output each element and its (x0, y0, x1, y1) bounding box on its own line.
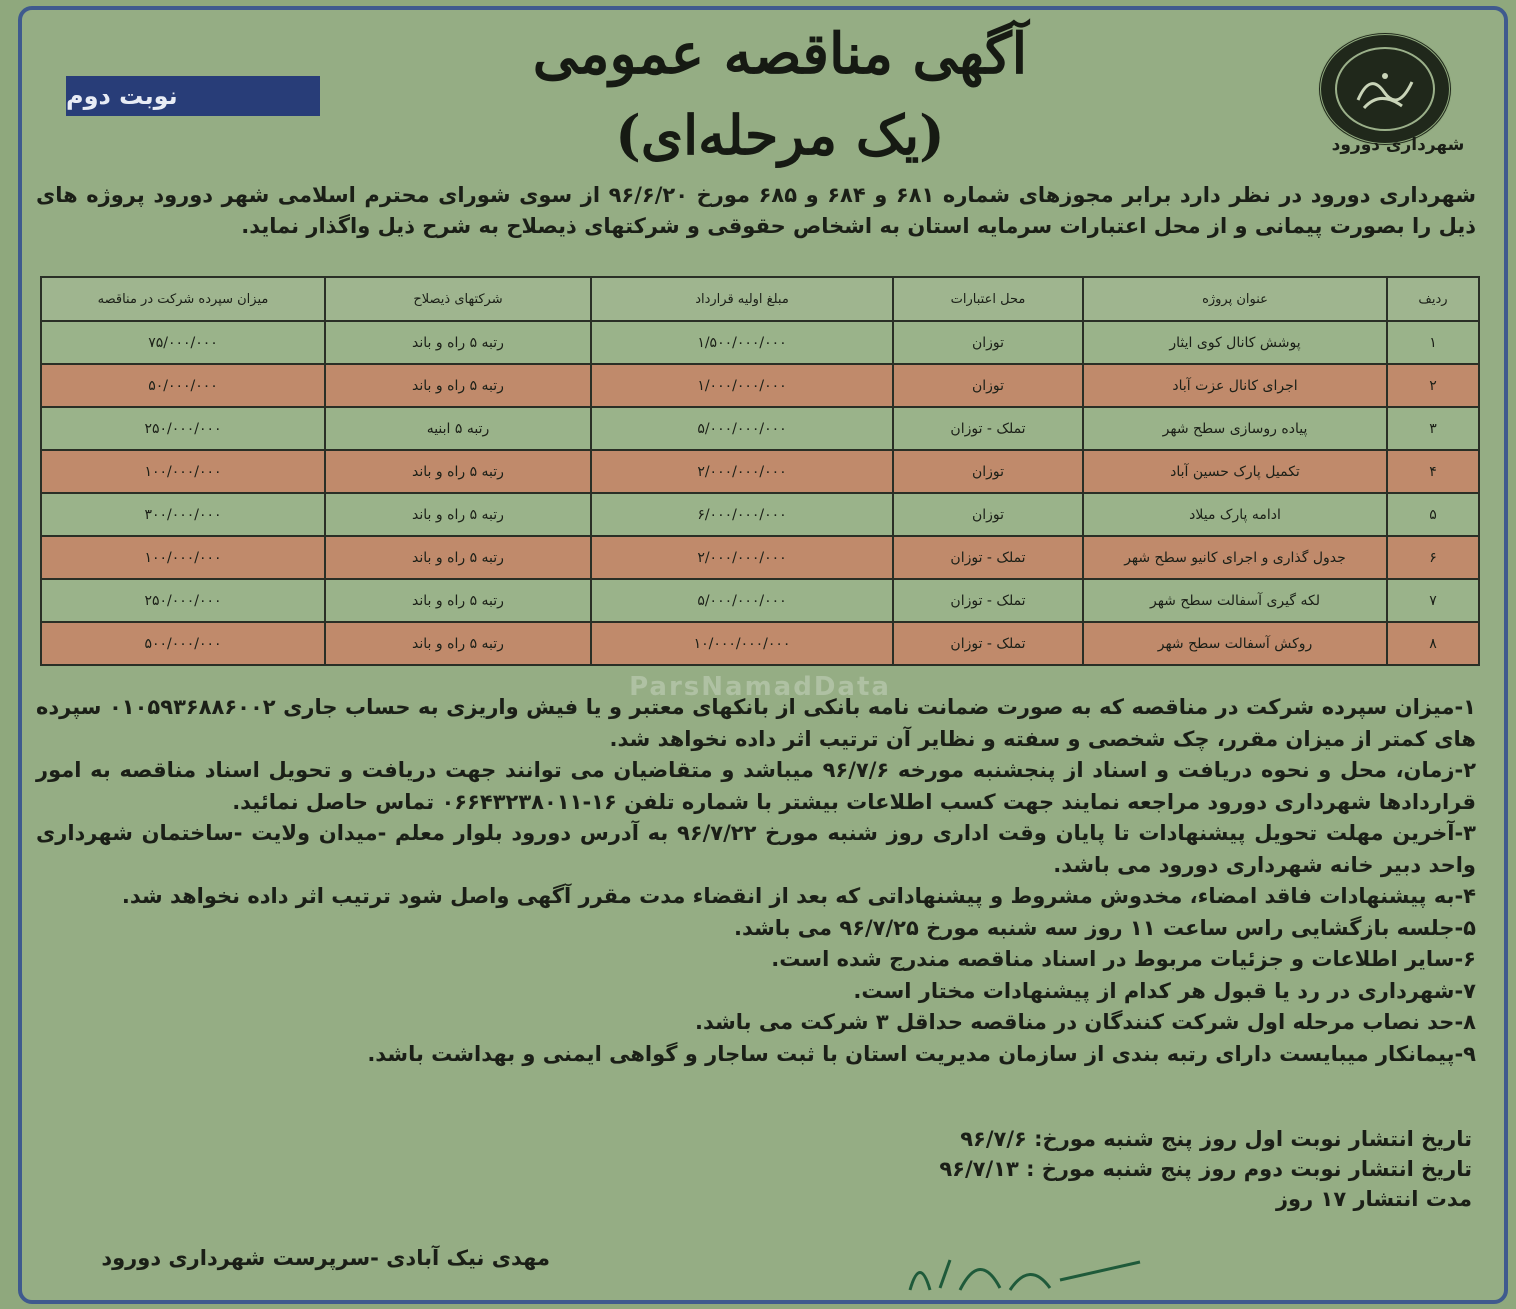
cell-initial-amount: ۱/۵۰۰/۰۰۰/۰۰۰ (591, 321, 893, 364)
cell-row-number: ۴ (1387, 450, 1479, 493)
cell-row-number: ۵ (1387, 493, 1479, 536)
cell-project-title: روکش آسفالت سطح شهر (1083, 622, 1387, 665)
table-row (41, 579, 1479, 622)
condition-item: ۴-به پیشنهادات فاقد امضاء، مخدوش مشروط و پیشنهاداتی که بعد از انقضاء مدت مقرر آگهی واصل شود ترتیب اثر داده نخواهد شد. (121, 884, 1476, 908)
table-row (41, 450, 1479, 493)
handwritten-scribble-icon (900, 1250, 1160, 1300)
page-title: آگهی مناقصه عمومی (532, 21, 1028, 87)
projects-table (40, 276, 1480, 666)
cell-deposit-amount: ۱۰۰/۰۰۰/۰۰۰ (41, 536, 325, 579)
header-row-number: ردیف (1387, 277, 1479, 321)
cell-funding-source: توزان (893, 450, 1083, 493)
cell-initial-amount: ۱۰/۰۰۰/۰۰۰/۰۰۰ (591, 622, 893, 665)
condition-item: ۷-شهرداری در رد یا قبول هر کدام از پیشنهادات مختار است. (853, 978, 1476, 1003)
cell-row-number: ۸ (1387, 622, 1479, 665)
cell-project-title: لکه گیری آسفالت سطح شهر (1083, 579, 1387, 622)
table-row (41, 321, 1479, 364)
cell-funding-source: تملک - توزان (893, 407, 1083, 450)
header-funding-source: محل اعتبارات (893, 277, 1083, 321)
cell-row-number: ۶ (1387, 536, 1479, 579)
cell-project-title: اجرای کانال عزت آباد (1083, 364, 1387, 407)
cell-initial-amount: ۲/۰۰۰/۰۰۰/۰۰۰ (591, 536, 893, 579)
cell-qualified-companies: رتبه ۵ راه و باند (325, 364, 591, 407)
table-row (41, 622, 1479, 665)
cell-qualified-companies: رتبه ۵ راه و باند (325, 579, 591, 622)
cell-deposit-amount: ۳۰۰/۰۰۰/۰۰۰ (41, 493, 325, 536)
table-row (41, 407, 1479, 450)
condition-item: ۳-آخرین مهلت تحویل پیشنهادات تا پایان وقت اداری روز شنبه مورخ ۹۶/۷/۲۲ به آدرس دورود بلوار معلم -میدان ولایت -ساختمان شهرداری واحد دبیر خانه شهرداری دورود می باشد. (36, 821, 1476, 877)
intro-paragraph: شهرداری دورود در نظر دارد برابر مجوزهای شماره ۶۸۱ و ۶۸۴ و ۶۸۵ مورخ ۹۶/۶/۲۰ از سوی شورای محترم اسلامی شهر دورود پروژه های ذیل را بصورت پیمانی و از محل اعتبارات سرمایه استان به اشخاص حقوقی و شرکتهای ذیصلاح به شرح ذیل واگذار نماید. (36, 183, 1476, 238)
cell-initial-amount: ۵/۰۰۰/۰۰۰/۰۰۰ (591, 579, 893, 622)
cell-funding-source: توزان (893, 364, 1083, 407)
cell-project-title: تکمیل پارک حسین آباد (1083, 450, 1387, 493)
condition-item: ۹-پیمانکار میبایست دارای رتبه بندی از سازمان مدیریت استان با ثبت ساجار و گواهی ایمنی و بهداشت باشد. (367, 1041, 1476, 1066)
condition-item: ۲-زمان، محل و نحوه دریافت و اسناد از پنجشنبه مورخه ۹۶/۷/۶ میباشد و متقاضیان می توانند جهت دریافت و تحویل اسناد مناقصه به امور قراردادها شهرداری دورود مراجعه نمایند جهت کسب اطلاعات بیشتر با شماره تلفن ۱۶-۰۶۶۴۳۲۳۸۰۱۱ تماس حاصل نمائید. (36, 758, 1477, 814)
table-row (41, 536, 1479, 579)
cell-funding-source: تملک - توزان (893, 536, 1083, 579)
first-publication-date: تاریخ انتشار نوبت اول روز پنج شنبه مورخ: ۹۶/۷/۶ (960, 1127, 1472, 1151)
cell-row-number: ۷ (1387, 579, 1479, 622)
header-project-title: عنوان پروژه (1083, 277, 1387, 321)
watermark: ParsNamadData (629, 672, 891, 702)
municipality-logo-seal (1318, 32, 1452, 146)
cell-project-title: ادامه پارک میلاد (1083, 493, 1387, 536)
conditions-list (36, 692, 1476, 1070)
table-row (41, 364, 1479, 407)
second-publication-date: تاریخ انتشار نوبت دوم روز پنج شنبه مورخ : ۹۶/۷/۱۳ (939, 1157, 1472, 1181)
condition-item: ۸-حد نصاب مرحله اول شرکت کنندگان در مناقصه حداقل ۳ شرکت می باشد. (695, 1010, 1476, 1034)
page-subtitle: (یک مرحله‌ای) (615, 103, 945, 167)
logo-inner-ring (1335, 47, 1435, 131)
cell-qualified-companies: رتبه ۵ راه و باند (325, 536, 591, 579)
cell-qualified-companies: رتبه ۵ راه و باند (325, 450, 591, 493)
cell-row-number: ۲ (1387, 364, 1479, 407)
cell-funding-source: تملک - توزان (893, 579, 1083, 622)
publication-round-badge: نوبت دوم (66, 76, 320, 116)
header-deposit-amount: میزان سپرده شرکت در مناقصه (41, 277, 325, 321)
cell-qualified-companies: رتبه ۵ ابنیه (325, 407, 591, 450)
condition-item: ۶-سایر اطلاعات و جزئیات مربوط در اسناد مناقصه مندرج شده است. (771, 947, 1476, 971)
condition-item: ۵-جلسه بازگشایی راس ساعت ۱۱ روز سه شنبه مورخ ۹۶/۷/۲۵ می باشد. (733, 915, 1476, 940)
header-qualified-companies: شرکتهای ذیصلاح (325, 277, 591, 321)
cell-deposit-amount: ۱۰۰/۰۰۰/۰۰۰ (41, 450, 325, 493)
cell-deposit-amount: ۲۵۰/۰۰۰/۰۰۰ (41, 579, 325, 622)
condition-item: ۱-میزان سپرده شرکت در مناقصه که به صورت ضمانت نامه بانکی از بانکهای معتبر و یا فیش واریزی به حساب جاری ۰۱۰۵۹۳۶۸۸۶۰۰۲ سپرده های کمتر از میزان مقرر، چک شخصی و سفته و نظایر آن ترتیب اثر داده نخواهد شد. (36, 695, 1476, 751)
header-initial-amount: مبلغ اولیه قرارداد (591, 277, 893, 321)
cell-initial-amount: ۱/۰۰۰/۰۰۰/۰۰۰ (591, 364, 893, 407)
cell-project-title: پوشش کانال کوی ایثار (1083, 321, 1387, 364)
cell-initial-amount: ۲/۰۰۰/۰۰۰/۰۰۰ (591, 450, 893, 493)
cell-funding-source: توزان (893, 493, 1083, 536)
table-row (41, 493, 1479, 536)
cell-funding-source: توزان (893, 321, 1083, 364)
cell-project-title: جدول گذاری و اجرای کانیو سطح شهر (1083, 536, 1387, 579)
cell-deposit-amount: ۵۰/۰۰۰/۰۰۰ (41, 364, 325, 407)
cell-qualified-companies: رتبه ۵ راه و باند (325, 622, 591, 665)
cell-project-title: پیاده روسازی سطح شهر (1083, 407, 1387, 450)
cell-qualified-companies: رتبه ۵ راه و باند (325, 321, 591, 364)
table-header-row (41, 277, 1479, 321)
cell-deposit-amount: ۲۵۰/۰۰۰/۰۰۰ (41, 407, 325, 450)
cell-deposit-amount: ۵۰۰/۰۰۰/۰۰۰ (41, 622, 325, 665)
logo-caption: شهرداری دورود (1331, 135, 1465, 155)
cell-initial-amount: ۶/۰۰۰/۰۰۰/۰۰۰ (591, 493, 893, 536)
publication-duration: مدت انتشار ۱۷ روز (1275, 1187, 1472, 1211)
cell-row-number: ۱ (1387, 321, 1479, 364)
cell-deposit-amount: ۷۵/۰۰۰/۰۰۰ (41, 321, 325, 364)
signature-line: مهدی نیک آبادی -سرپرست شهرداری دورود (101, 1246, 550, 1270)
cell-row-number: ۳ (1387, 407, 1479, 450)
cell-funding-source: تملک - توزان (893, 622, 1083, 665)
logo-calligraphy-icon (1350, 62, 1420, 116)
cell-qualified-companies: رتبه ۵ راه و باند (325, 493, 591, 536)
publication-dates (772, 1124, 1472, 1214)
cell-initial-amount: ۵/۰۰۰/۰۰۰/۰۰۰ (591, 407, 893, 450)
